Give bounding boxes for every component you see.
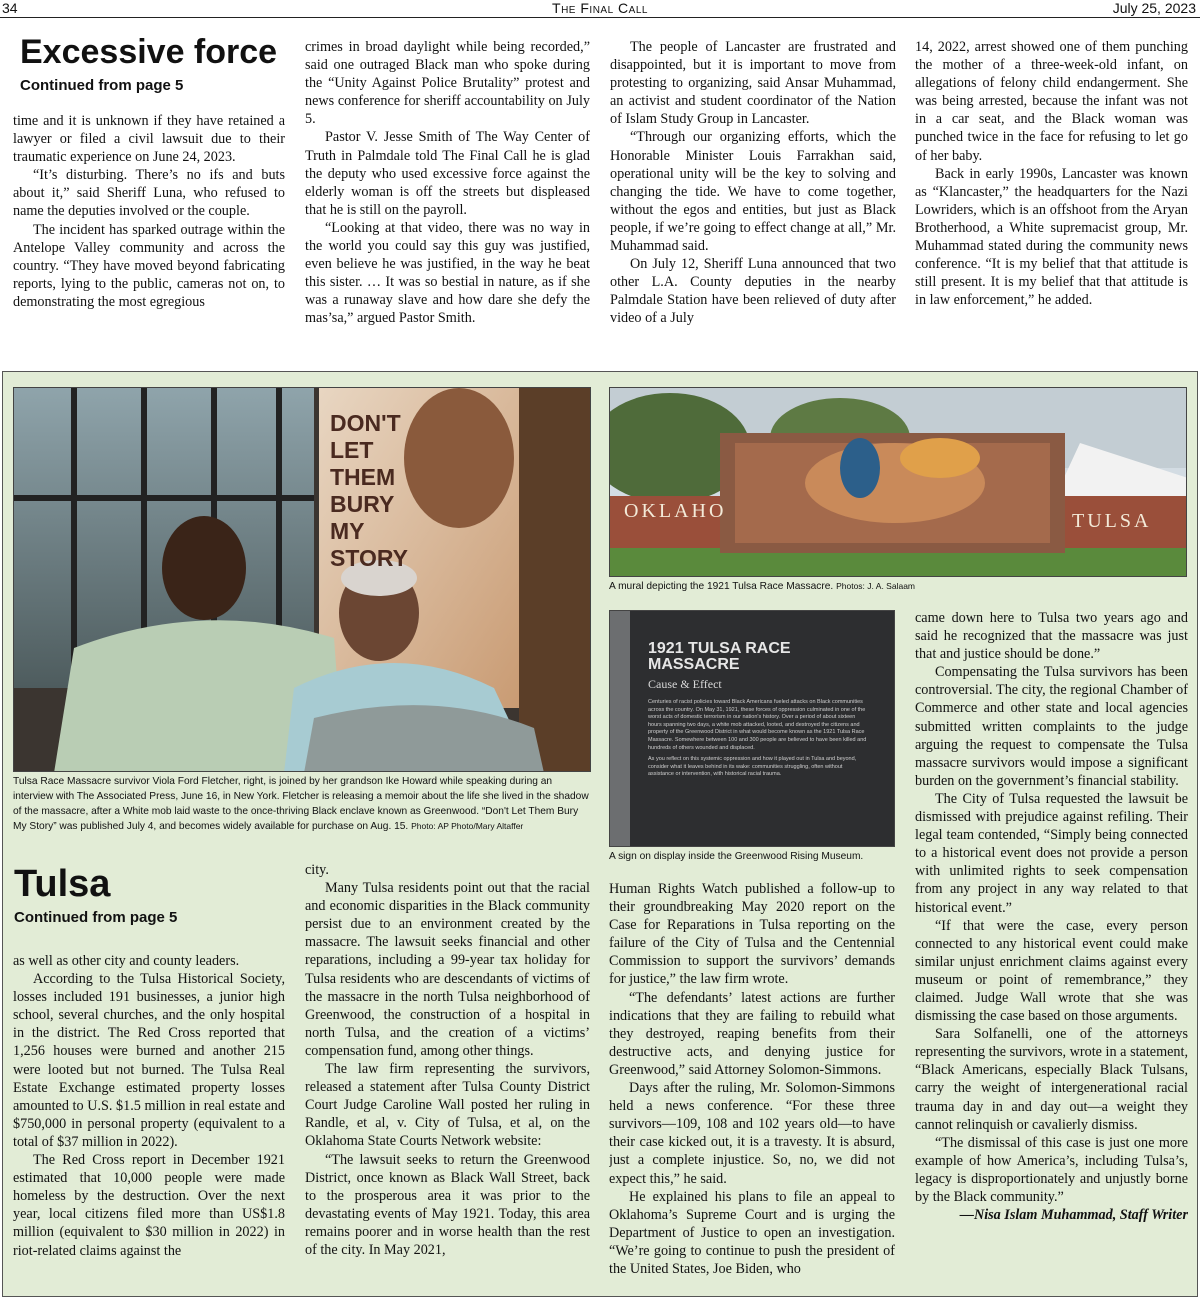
paragraph: The people of Lancaster are frustrated and disappointed, but it is important to move from protesting to organizing, said Ansar Muhammad, an activist and student coordinator of the Nation of Islam Study Group in Lancaster. (610, 39, 896, 128)
page-header (0, 0, 1200, 18)
paragraph: “Through our organizing efforts, which the Honorable Minister Louis Farrakhan said, operational unity will be the key to solving and changing the tide. We have to come together, without the egos and entities, but just as Black people, if we’re going to effect change at all,” Mr. Muhammad said. (610, 129, 896, 255)
issue-date: July 25, 2023 (1112, 0, 1196, 16)
poster-title: DON'T LET THEM BURY MY STORY (330, 410, 408, 571)
paragraph: time and it is unknown if they have retained a lawyer or filed a civil lawsuit due to their traumatic experience on June 24, 2023. (13, 113, 285, 166)
paragraph: Pastor V. Jesse Smith of The Way Center of Truth in Palmdale told The Final Call he is glad the deputy who used excessive force against the elderly woman is off the streets but displeased that he is still on the payroll. (305, 129, 590, 218)
fletcher-photo (13, 387, 591, 772)
paragraph: “The lawsuit seeks to return the Greenwood District, once known as Black Wall Street, back to the prosperous area it was prior to the devastating events of May 1921. Today, this area remains poorer and in worse health than the rest of the city. In May 2021, (305, 1151, 590, 1258)
paragraph: “It’s disturbing. There’s no ifs and buts about it,” said Sheriff Luna, who refused to name the deputies involved or the couple. (13, 167, 285, 220)
museum-sign-photo (609, 610, 895, 847)
photo-credit: Photo: AP Photo/Mary Altaffer (411, 821, 524, 831)
fletcher-photo-caption (13, 774, 591, 834)
continued-from: Continued from page 5 (20, 77, 184, 94)
sign-body (648, 699, 868, 779)
paragraph: Back in early 1990s, Lancaster was known as “Klancaster,” the headquarters for the Nazi Lowriders, which is an offshoot from the Aryan Brotherhood, a White supremacist group, Mr. Muhammad stated during the community news conference. “It is my belief that that attitude is still present. It is my belief that that attitude is in law enforcement,” he added. (915, 165, 1188, 309)
wall-edge (610, 611, 630, 847)
museum-sign-caption: A sign on display inside the Greenwood Rising Museum. (609, 851, 864, 862)
caption-text: Tulsa Race Massacre survivor Viola Ford Fletcher, right, is joined by her grandson Ike Howard while speaking during an interview with The Associated Press, June 16, in New York. Fletcher is releasing a memoir about the life she lived in the shadow of the massacre, after a White mob laid waste to the once-thriving Black enclave known as Greenwood. “Don't Let Them Bury My Story” was published July 4, and becomes widely available for purchase on Aug. 15. (13, 776, 589, 832)
article-column-3 (610, 38, 896, 364)
paragraph: came down here to Tulsa two years ago and said he recognized that the massacre was just that and justice should be done.” (915, 610, 1188, 663)
mural-photo-caption (609, 579, 1187, 594)
photo-credit: Photos: J. A. Salaam (836, 581, 915, 591)
tulsa-column-2 (305, 861, 590, 1277)
article-headline: Tulsa (14, 863, 111, 905)
article-column-2 (305, 38, 590, 364)
sign-subtitle: Cause & Effect (648, 677, 722, 691)
tulsa-column-3 (609, 880, 895, 1277)
caption-text: A mural depicting the 1921 Tulsa Race Massacre. (609, 581, 834, 592)
sign-body-text: Centuries of racist policies toward Black Americans fueled attacks on Black communities across the country. On May 31, 1921, these forces of oppression culminated in one of the worst acts of domestic terrorism in our nation's history. Over a period of about sixteen hours spanning two days, a white mob attacked, looted, and destroyed the citizens and property of the Greenwood District in what would become known as the 1921 Tulsa Race Massacre. Somewhere between 100 and 300 people are believed to have been killed and hundreds of others wounded and displaced. (648, 699, 867, 751)
paragraph: Human Rights Watch published a follow-up to their groundbreaking May 2020 report on the Case for Reparations in Tulsa reporting on the failure of the City of Tulsa and the Centennial Commission to support the survivors’ demands for justice,” the law firm wrote. (609, 881, 895, 988)
sign-title: 1921 TULSA RACE MASSACRE (648, 640, 791, 673)
paragraph: The Red Cross report in December 1921 estimated that 10,000 people were made homeless by the destruction. Over the next year, local citizens filed more than US$1.8 million (equivalent to $30 million in 2022) in riot-related claims against the (13, 1152, 285, 1259)
paragraph: crimes in broad daylight while being recorded,” said one outraged Black man who spoke during the “Unity Against Police Brutality” protest and news conference for sheriff accountability on July 5. (305, 39, 590, 128)
paragraph: “If that were the case, every person connected to any historical event could make similar unjust enrichment claims against every museum or point of remembrance,” they claimed. Judge Wall wrote that she was dismissing the case based on those arguments. (915, 917, 1188, 1025)
continued-from: Continued from page 5 (14, 909, 178, 926)
article-headline: Excessive force (20, 33, 278, 71)
paragraph: He explained his plans to file an appeal to Oklahoma’s Supreme Court and is urging the Department of Justice to open an investigation. “We’re going to continue to push the president of the United States, Joe Biden, who (609, 1188, 895, 1277)
publication-name: The Final Call (552, 0, 648, 16)
mural-photo (609, 387, 1187, 577)
paragraph: “The defendants’ latest actions are further indications that they are failing to rebuild what they destroyed, reaping benefits from their destructive acts, and denying justice for Greenwood,” said Attorney Solomon-Simmons. (609, 989, 895, 1078)
article-column-1 (13, 112, 285, 364)
page-number: 34 (2, 0, 18, 16)
article-column-4 (915, 38, 1188, 364)
paragraph: The law firm representing the survivors, released a statement after Tulsa County District Court Judge Caroline Wall posted her ruling in Randle, et al, v. City of Tulsa, et al, on the Oklahoma State Courts Network website: (305, 1061, 590, 1150)
paragraph: According to the Tulsa Historical Society, losses included 191 businesses, a junior high school, several churches, and the only hospital in the district. The Red Cross reported that 1,256 houses were burned and another 215 were looted but not burned. The Tulsa Real Estate Exchange estimated property losses amounted to U.S. $1.5 million in real estate and $750,000 in personal property (equivalent to a total of $37 million in 2022). (13, 971, 285, 1150)
sign-left-text: OKLAHO (624, 500, 727, 522)
paragraph: The City of Tulsa requested the lawsuit be dismissed with prejudice against refiling. Their legal team contended, “Simply being connected to a historical event does not provide a person with unlimited rights to seek compensation from any project in any way related to that historical event.” (915, 790, 1188, 916)
paragraph: “Looking at that video, there was no way in the world you could say this guy was justified, even believe he was justified, in the way he beat this sister. … It was so bestial in nature, as if she was a runaway slave and how dare she defy the mas’sa,” argued Pastor Smith. (305, 219, 590, 327)
paragraph: Days after the ruling, Mr. Solomon-Simmons held a news conference. “For these three survivors—109, 108 and 102 years old—to have their case kicked out, it is a travesty. It is absurd, just a complete injustice. So, no, we did not expect this,” he said. (609, 1080, 895, 1187)
tulsa-column-4 (915, 609, 1188, 1277)
sign-body-text: As you reflect on this systemic oppression and how it played out in Tulsa and beyond, consider what it leaves behind in its wake: communities struggling, often without assistance or intervention, with historical racial trauma. (648, 756, 857, 778)
tulsa-column-1 (13, 952, 285, 1277)
mural-photo-illustration (610, 388, 1187, 577)
byline: —Nisa Islam Muhammad, Staff Writer (959, 1207, 1188, 1224)
fletcher-photo-illustration (14, 388, 591, 772)
paragraph: Many Tulsa residents point out that the racial and economic disparities in the Black community persist due to an environment created by the massacre. The lawsuit seeks financial and other reparations, including a 99-year tax holiday for Tulsa residents who are descendants of victims of the massacre in the north Tulsa neighborhood of Greenwood, the construction of a hospital in north Tulsa, and the creation of a victims’ compensation fund, among other things. (305, 880, 590, 1059)
paragraph: Compensating the Tulsa survivors has been controversial. The city, the regional Chamber of Commerce and other state and local agencies submitted written complaints to the judge arguing the request to compensate the Tulsa massacre survivors would impose a significant burden on the government’s financial stability. (915, 664, 1188, 789)
paragraph: “The dismissal of this case is just one more example of how America’s, including Tulsa’s, legacy is disproportionately and unjustly borne by the Black community.” (915, 1134, 1188, 1205)
paragraph: as well as other city and county leaders. (13, 953, 240, 969)
paragraph: Sara Solfanelli, one of the attorneys representing the survivors, wrote in a statement, “Black Americans, especially Black Tulsans, carry the weight of intergenerational racial trauma day in and day out—a weight they cannot relinquish or cavalierly dismiss. (915, 1026, 1188, 1133)
paragraph: city. (305, 862, 329, 878)
sign-right-text: TULSA (1072, 510, 1152, 532)
paragraph: The incident has sparked outrage within the Antelope Valley community and across the country. “They have moved beyond fabricating reports, lying to the public, cameras not on, to demonstrating the most egregious (13, 221, 285, 310)
paragraph: 14, 2022, arrest showed one of them punching the mother of a three-week-old infant, on allegations of felony child endangerment. She was being arrested, because the infant was not in a car seat, and the Black woman was punched twice in the face for refusing to let go of her baby. (915, 39, 1188, 164)
paragraph: On July 12, Sheriff Luna announced that two other L.A. County deputies in the nearby Palmdale Station have been relieved of duty after video of a July (610, 256, 896, 327)
